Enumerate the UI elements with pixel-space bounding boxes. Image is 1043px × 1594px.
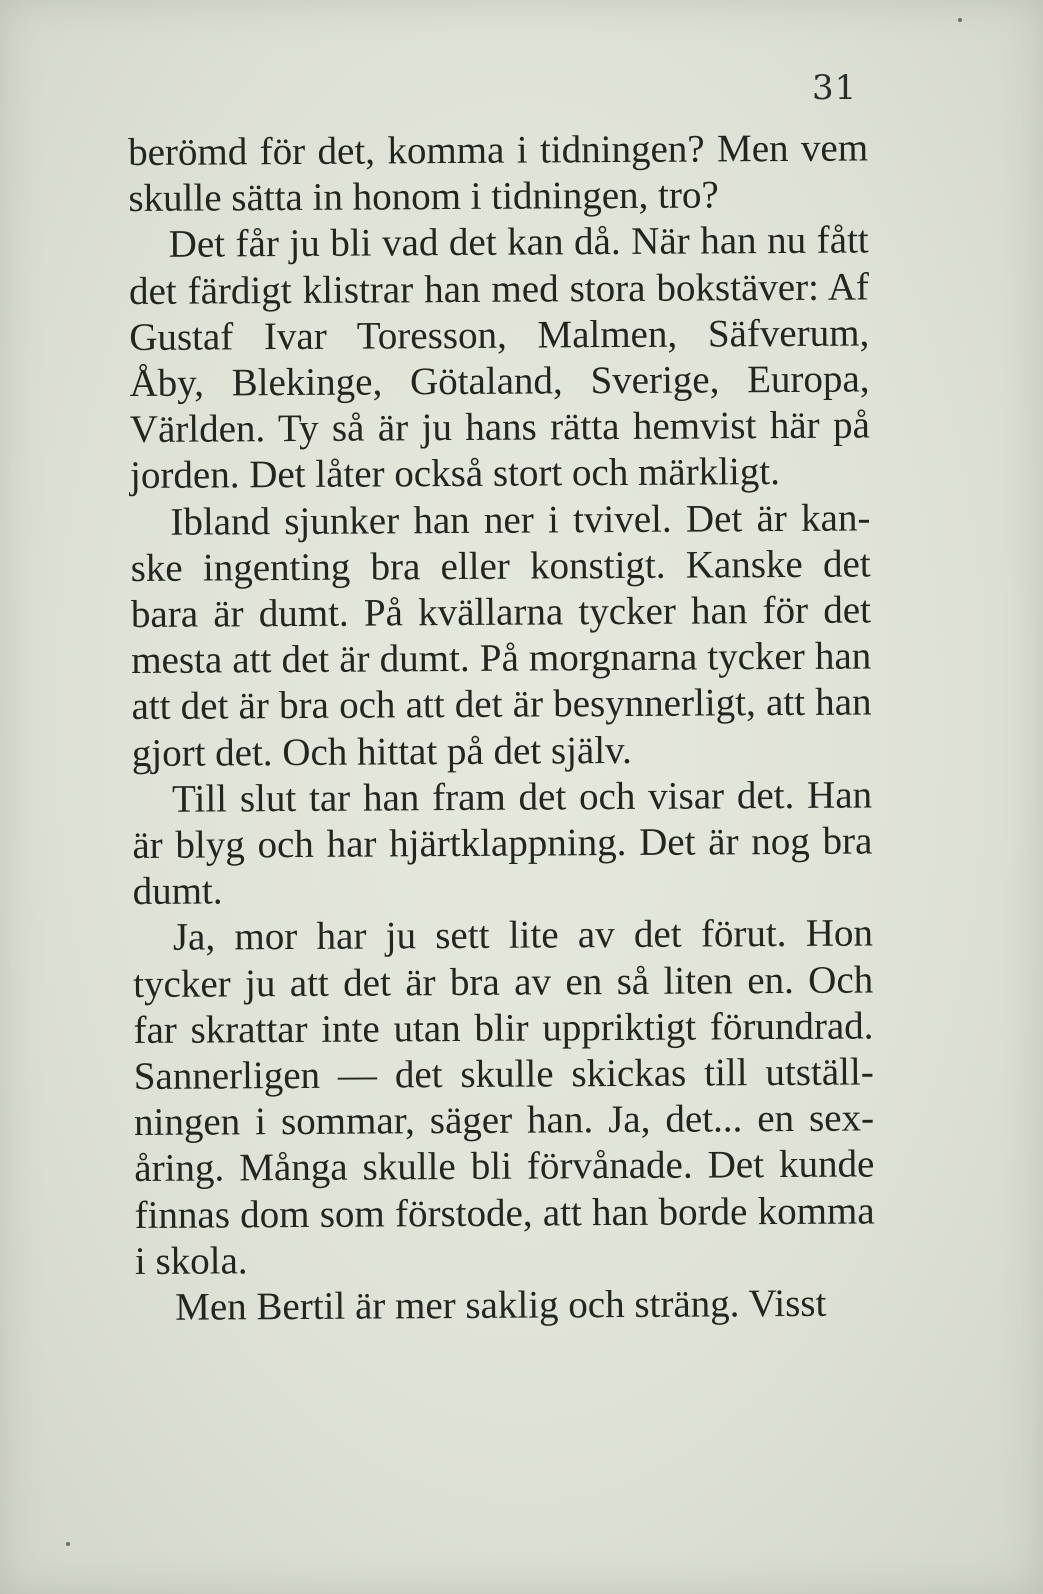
- paragraph: Det får ju bli vad det kan då. När han nu fått det färdigt klistrar han med stora bokstäver: Af Gustaf Ivar Toresson, Malmen, Säfverum, Åby, Blekinge, Götaland, Sverige, Europa, Världen. Ty så är ju hans rätta hemvist här på jorden. Det låter också stort och märkligt.: [128, 218, 870, 498]
- paragraph: Ibland sjunker han ner i tvivel. Det är kanske ingenting bra eller konstigt. Kanske det bara är dumt. På kvällarna tycker han för det mesta att det är dumt. På morgnarna tycker han att det är bra och att det är besynnerligt, att han gjort det. Och hittat på det själv.: [130, 496, 872, 775]
- paper-speck: [66, 1542, 70, 1546]
- page-number: 31: [812, 68, 858, 108]
- paper-speck: [958, 18, 962, 22]
- paragraph: berömd för det, komma i tidningen? Men vem skulle sätta in honom i tidningen, tro?: [128, 126, 869, 221]
- paragraph: Till slut tar han fram det och visar det. Han är blyg och har hjärtklappning. Det är nog bra dumt.: [132, 773, 873, 914]
- body-text: [128, 125, 875, 1331]
- paragraph: Ja, mor har ju sett lite av det förut. Hon tycker ju att det är bra av en så liten en. Och far skrattar inte utan blir uppriktigt förundrad. Sannerligen — det skulle skickas till utställningen i sommar, säger han. Ja, det... en sexåring. Många skulle bli förvånade. Det kunde finnas dom som förstode, att han borde komma i skola.: [133, 911, 875, 1283]
- paragraph: Men Bertil är mer saklig och sträng. Visst: [175, 1281, 827, 1329]
